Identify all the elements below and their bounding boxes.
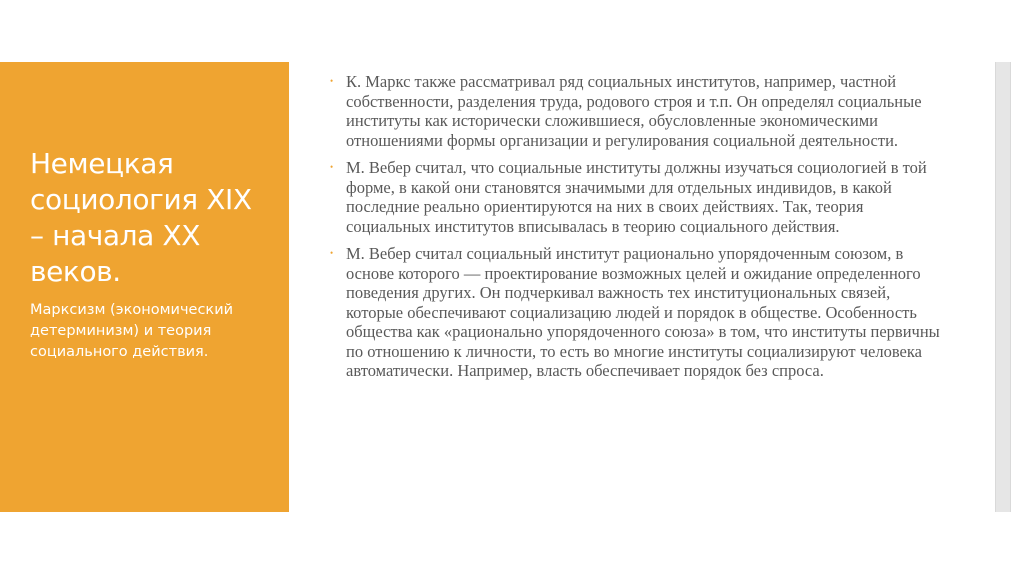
bullet-text: К. Маркс также рассматривал ряд социальных институтов, например, частной собственности, разделения труда, родового строя и т.п. Он определял социальные институты как исторически сложившиеся, обусловленные экономическими отношениями формы организации и регулирования социальной деятельности. xyxy=(346,72,922,150)
bullet-item xyxy=(330,244,940,381)
bullet-item xyxy=(330,158,940,236)
slide-subtitle: Марксизм (экономический детерминизм) и теория социального действия. xyxy=(30,302,234,360)
bullet-text: М. Вебер считал, что социальные институты должны изучаться социологией в той форме, в какой они становятся значимыми для отдельных индивидов, в какой последние реально ориентируются на них в своих действиях. Так, теория социальных институтов вписывалась в теорию социального действия. xyxy=(346,158,927,236)
slide-title: Немецкая социология XIX – начала XX веков. xyxy=(30,147,252,288)
bullet-icon: • xyxy=(330,76,334,86)
bullet-list xyxy=(330,72,940,389)
bullet-icon: • xyxy=(330,248,334,258)
bullet-icon: • xyxy=(330,162,334,172)
bullet-text: М. Вебер считал социальный институт рационально упорядоченным союзом, в основе которого — проектирование возможных целей и ожидание определенного поведения других. Он подчеркивал важность тех институциональных связей, которые обеспечивают социализацию людей и порядок в обществе. Особенность общества как «рационально упорядоченного союза» в том, что институты первичны по отношению к личности, то есть во многие институты социализируют человека автоматически. Например, власть обеспечивает порядок без спроса. xyxy=(346,244,940,380)
bullet-item xyxy=(330,72,940,150)
scrollbar[interactable] xyxy=(995,62,1011,512)
